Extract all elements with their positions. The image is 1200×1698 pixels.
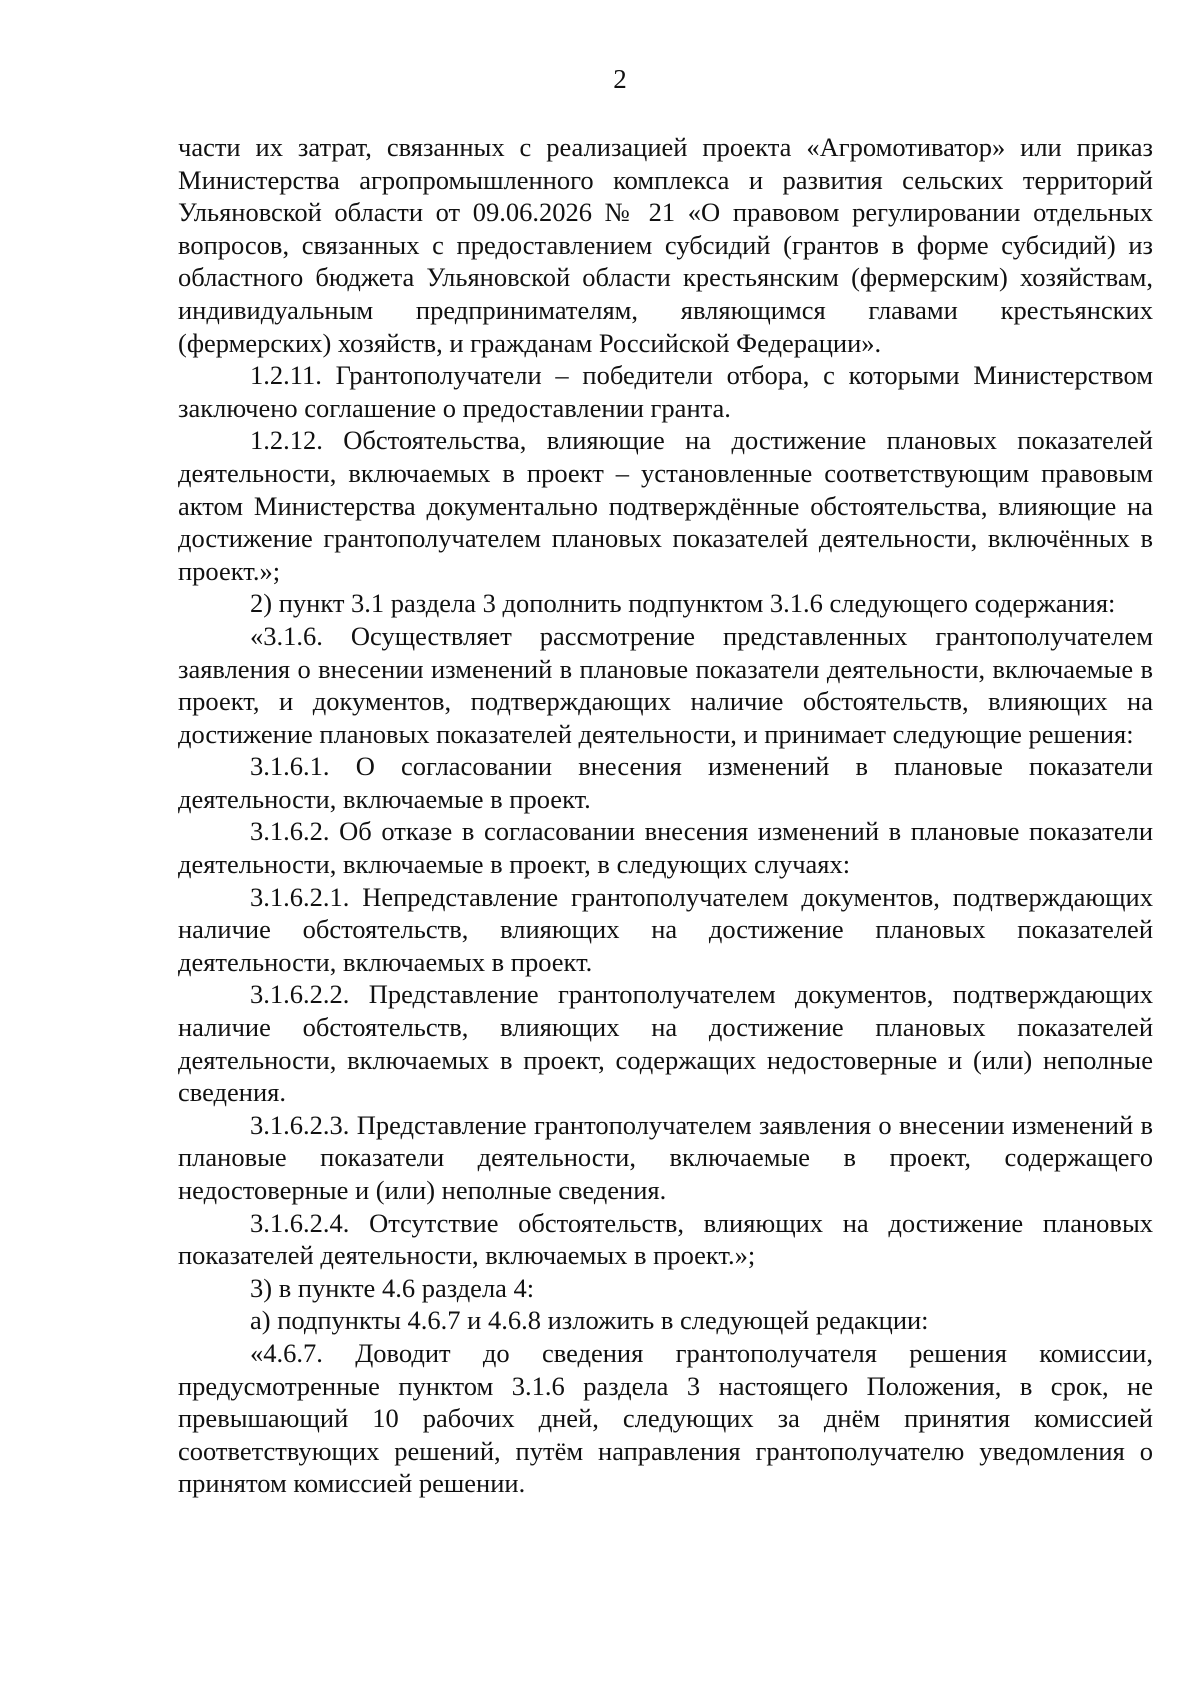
paragraph-item-3: 3) в пункте 4.6 раздела 4: — [250, 1272, 535, 1303]
paragraph-3-1-6: «3.1.6. Осуществляет рассмотрение представленных грантополучателем заявления о внесении изменений в плановые показатели деятельности, включаемые в проект, и документов, подтверждающих наличие обстоятельств, влияющих на достижение плановых показателей деятельности, и принимает следующие решения: — [178, 620, 1153, 749]
paragraph-3-1-6-2-4: 3.1.6.2.4. Отсутствие обстоятельств, влияющих на достижение плановых показателей деятельности, включаемых в проект.»; — [178, 1207, 1153, 1271]
paragraph-continuation: части их затрат, связанных с реализацией проекта «Агромотиватор» или приказ Министерства агропромышленного комплекса и развития сельских территорий Ульяновской области от 09.06.2026 № 21 «О правовом регулировании отдельных вопросов, связанных с предоставлением субсидий (грантов в форме субсидий) из областного бюджета Ульяновской области крестьянским (фермерским) хозяйствам, индивидуальным предпринимателям, являющимся главами крестьянских (фермерских) хозяйств, и гражданам Российской Федерации». — [178, 132, 1153, 358]
paragraph-item-2: 2) пункт 3.1 раздела 3 дополнить подпунктом 3.1.6 следующего содержания: — [250, 588, 1116, 619]
paragraph-item-3-a: а) подпункты 4.6.7 и 4.6.8 изложить в следующей редакции: — [250, 1305, 929, 1336]
page-number: 2 — [613, 64, 627, 94]
paragraph-3-1-6-2-2: 3.1.6.2.2. Представление грантополучателем документов, подтверждающих наличие обстоятельств, влияющих на достижение плановых показателей деятельности, включаемых в проект, содержащих недостоверные и (или) неполные сведения. — [178, 979, 1153, 1108]
paragraph-3-1-6-2-1: 3.1.6.2.1. Непредставление грантополучателем документов, подтверждающих наличие обстоятельств, влияющих на достижение плановых показателей деятельности, включаемых в проект. — [178, 881, 1153, 977]
paragraph-3-1-6-2: 3.1.6.2. Об отказе в согласовании внесения изменений в плановые показатели деятельности, включаемые в проект, в следующих случаях: — [178, 816, 1153, 880]
document-body — [178, 131, 1153, 1500]
paragraph-3-1-6-1: 3.1.6.1. О согласовании внесения изменений в плановые показатели деятельности, включаемые в проект. — [178, 751, 1153, 814]
paragraph-4-6-7: «4.6.7. Доводит до сведения грантополучателя решения комиссии, предусмотренные пунктом 3.1.6 раздела 3 настоящего Положения, в срок, не превышающий 10 рабочих дней, следующих за днём принятия комиссией соответствующих решений, путём направления грантополучателю уведомления о принятом комиссией решении. — [178, 1337, 1153, 1499]
paragraph-1-2-11: 1.2.11. Грантополучатели – победители отбора, с которыми Министерством заключено соглашение о предоставлении гранта. — [178, 360, 1153, 423]
paragraph-3-1-6-2-3: 3.1.6.2.3. Представление грантополучателем заявления о внесении изменений в плановые показатели деятельности, включаемые в проект, содержащего недостоверные и (или) неполные сведения. — [178, 1109, 1153, 1205]
paragraph-1-2-12: 1.2.12. Обстоятельства, влияющие на достижение плановых показателей деятельности, включаемых в проект – установленные соответствующим правовым актом Министерства документально подтверждённые обстоятельства, влияющие на достижение грантополучателем плановых показателей деятельности, включённых в проект.»; — [178, 425, 1153, 586]
